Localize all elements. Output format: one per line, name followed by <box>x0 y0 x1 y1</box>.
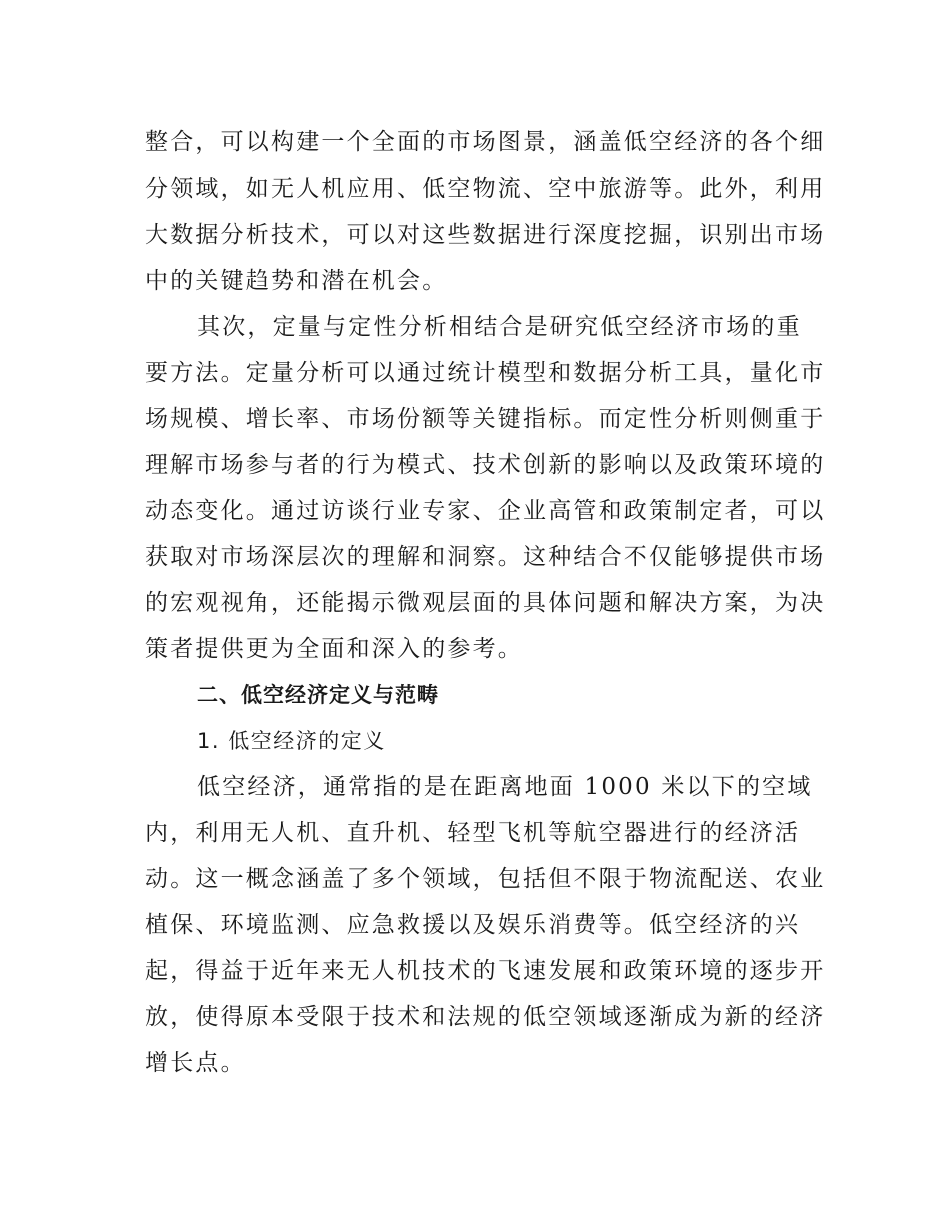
paragraph-3-line-5: 起，得益于近年来无人机技术的飞速发展和政策环境的逐步开 <box>145 958 826 984</box>
paragraph-3-line-1: 低空经济，通常指的是在距离地面 1000 米以下的空域 <box>197 774 813 800</box>
paragraph-3-line-3: 动。这一概念涵盖了多个领域，包括但不限于物流配送、农业 <box>145 866 826 892</box>
paragraph-2-line-6: 获取对市场深层次的理解和洞察。这种结合不仅能够提供市场 <box>145 544 826 570</box>
paragraph-3-line-4: 植保、环境监测、应急救援以及娱乐消费等。低空经济的兴 <box>145 912 801 938</box>
paragraph-2-line-4: 理解市场参与者的行为模式、技术创新的影响以及政策环境的 <box>145 452 826 478</box>
paragraph-3-line-6: 放，使得原本受限于技术和法规的低空领域逐渐成为新的经济 <box>145 1004 826 1030</box>
paragraph-2-line-1: 其次，定量与定性分析相结合是研究低空经济市场的重 <box>197 314 802 340</box>
paragraph-2-line-3: 场规模、增长率、市场份额等关键指标。而定性分析则侧重于 <box>145 406 826 432</box>
paragraph-2-line-8: 策者提供更为全面和深入的参考。 <box>145 636 523 662</box>
section-heading: 二、低空经济定义与范畴 <box>197 683 439 707</box>
paragraph-2-line-7: 的宏观视角，还能揭示微观层面的具体问题和解决方案，为决 <box>145 590 826 616</box>
paragraph-3-line-2: 内，利用无人机、直升机、轻型飞机等航空器进行的经济活 <box>145 820 801 846</box>
subsection-heading: 1. 低空经济的定义 <box>197 729 386 753</box>
paragraph-1-line-2: 分领域，如无人机应用、低空物流、空中旅游等。此外，利用 <box>145 176 826 202</box>
paragraph-2-line-5: 动态变化。通过访谈行业专家、企业高管和政策制定者，可以 <box>145 498 826 524</box>
paragraph-1-line-1: 整合，可以构建一个全面的市场图景，涵盖低空经济的各个细 <box>145 129 826 155</box>
paragraph-1-line-3: 大数据分析技术，可以对这些数据进行深度挖掘，识别出市场 <box>145 222 826 248</box>
paragraph-1-line-4: 中的关键趋势和潜在机会。 <box>145 268 448 294</box>
paragraph-3-line-7: 增长点。 <box>145 1050 246 1076</box>
paragraph-2-line-2: 要方法。定量分析可以通过统计模型和数据分析工具，量化市 <box>145 360 826 386</box>
